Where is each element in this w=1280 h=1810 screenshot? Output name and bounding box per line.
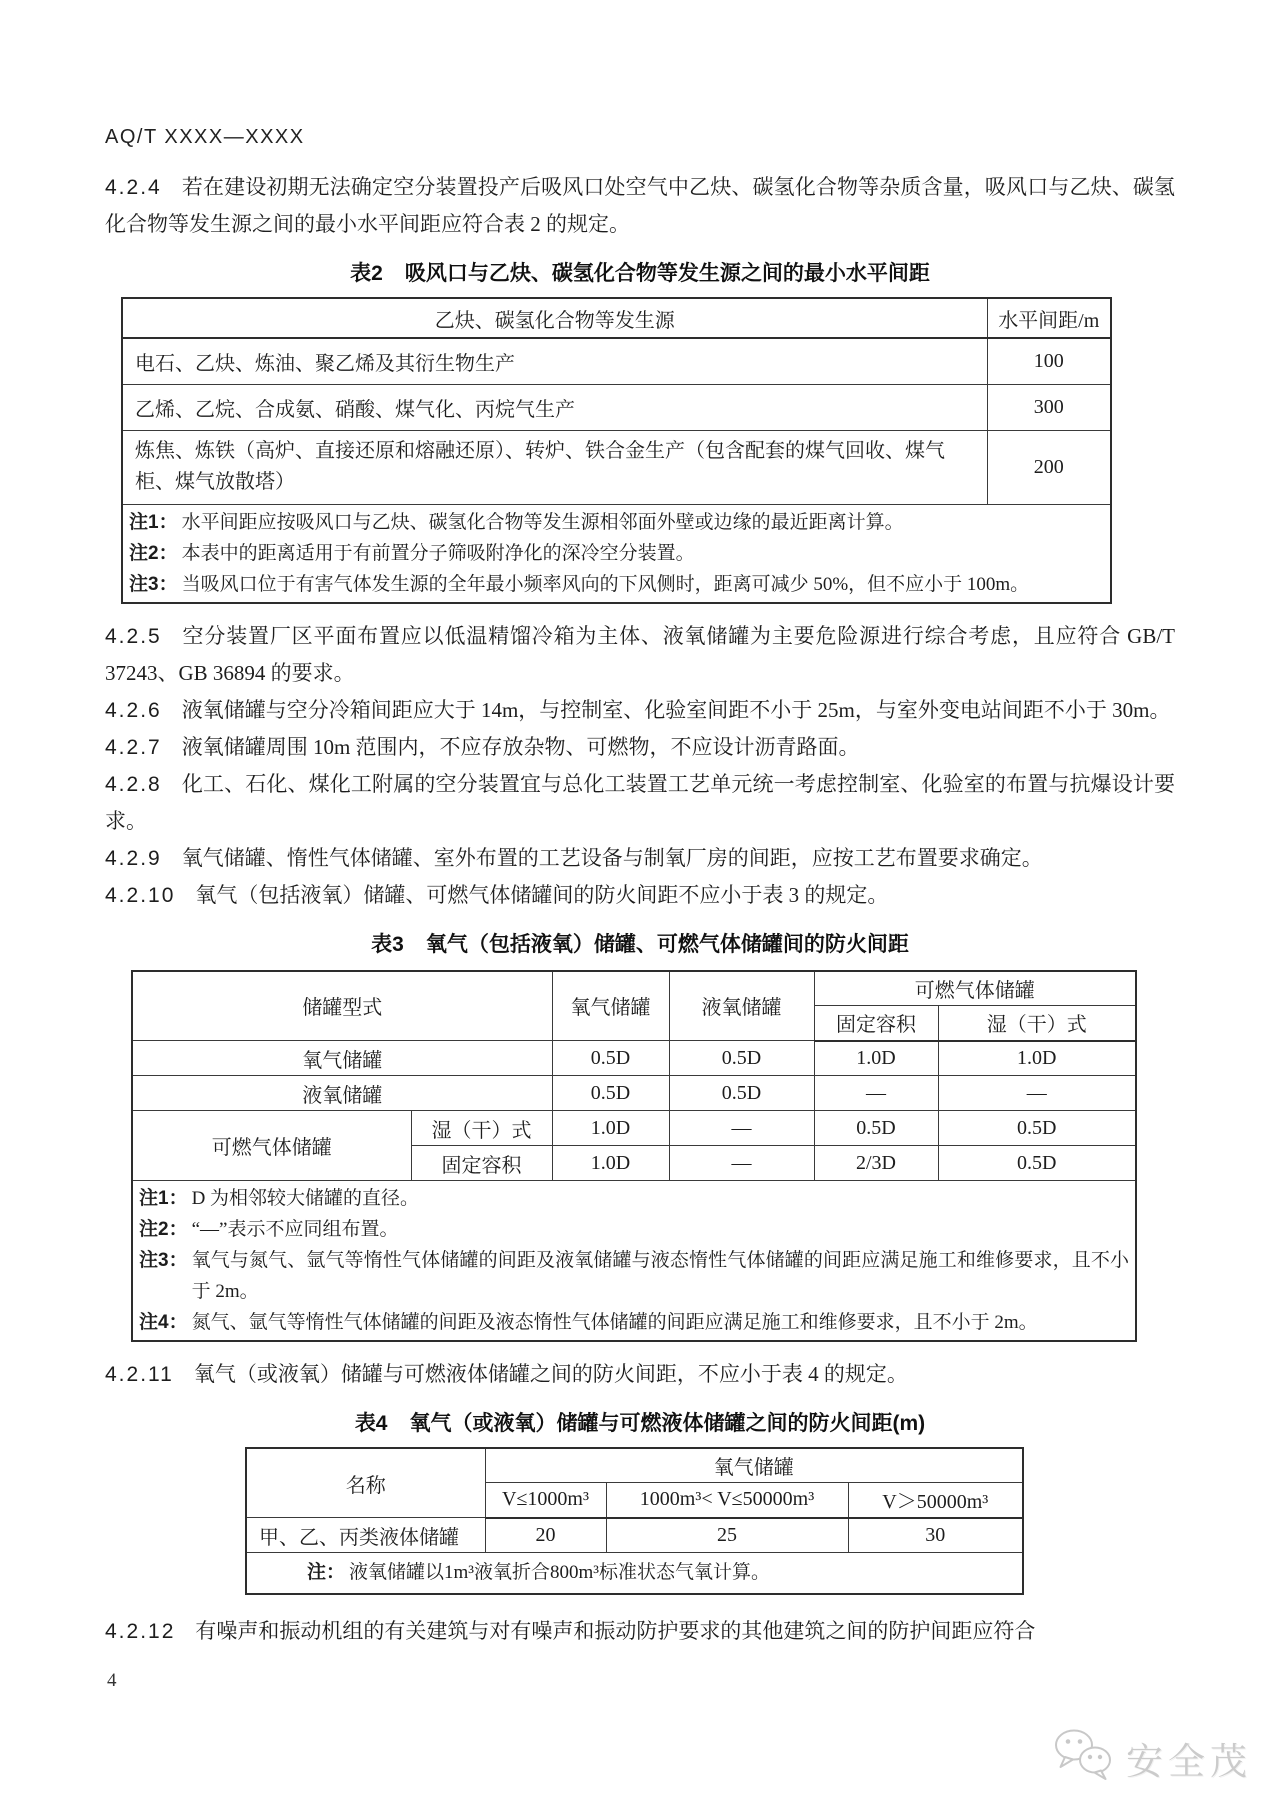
note-text: 本表中的距离适用于有前置分子筛吸附净化的深冷空分装置。: [181, 542, 695, 564]
table2-notes: [122, 504, 1111, 603]
clause-number: 4.2.10: [105, 883, 176, 907]
clause-text: 液氧储罐与空分冷箱间距应大于 14m，与控制室、化验室间距不小于 25m，与室外变电站间距不小于 30m。: [181, 697, 1171, 722]
table2-caption: 吸风口与乙炔、碳氢化合物等发生源之间的最小水平间距: [404, 262, 930, 285]
table-row: [246, 1518, 1023, 1553]
row-label: 液氧储罐: [132, 1076, 552, 1111]
table-note: [129, 538, 1104, 569]
table4-header-v2: 1000m³< V≤50000m³: [606, 1483, 848, 1518]
clause-text: 氧气（或液氧）储罐与可燃液体储罐之间的防火间距，不应小于表 4 的规定。: [193, 1362, 908, 1386]
row-label: 氧气储罐: [132, 1041, 552, 1076]
table3-number: 表3: [371, 932, 404, 956]
note-text: 水平间距应按吸风口与乙炔、碳氢化合物等发生源相邻面外壁或边缘的最近距离计算。: [181, 511, 904, 533]
table4-header-v3: V＞50000m³: [848, 1483, 1023, 1518]
value-cell: 0.5D: [814, 1111, 938, 1146]
page-number: 4: [107, 1670, 117, 1691]
row-sub-label: 湿（干）式: [411, 1111, 552, 1146]
table-note: [129, 569, 1104, 600]
distance-cell: 200: [987, 430, 1111, 504]
value-cell: 25: [606, 1518, 848, 1553]
distance-cell: 300: [987, 384, 1111, 430]
clause-4-2-6: [105, 692, 1175, 729]
note-label: 注2：: [139, 1219, 188, 1240]
clause-4-2-8: [105, 766, 1175, 840]
source-cell: 炼焦、炼铁（高炉、直接还原和熔融还原）、转炉、铁合金生产（包含配套的煤气回收、煤气柜、煤气放散塔）: [122, 430, 987, 504]
value-cell: 0.5D: [669, 1076, 814, 1111]
table3-caption: 氧气（包括液氧）储罐、可燃气体储罐间的防火间距: [425, 932, 909, 956]
clause-number: 4.2.6: [105, 698, 162, 722]
clause-4-2-9: [105, 840, 1175, 877]
table3-header-fixed-volume: 固定容积: [814, 1006, 938, 1041]
table4-header-row-1: [246, 1448, 1023, 1483]
value-cell: 20: [485, 1518, 606, 1553]
table-row: [122, 338, 1111, 384]
wechat-logo-icon: [1050, 1726, 1116, 1789]
table3-title: [105, 928, 1175, 958]
table-note: [139, 1307, 1129, 1338]
clause-text: 有噪声和振动机组的有关建筑与对有噪声和振动防护要求的其他建筑之间的防护间距应符合: [195, 1619, 1036, 1643]
table2: [121, 297, 1112, 604]
note-label: 注3：: [139, 1250, 188, 1271]
table3-header-row-1: [132, 971, 1136, 1006]
table2-title: [105, 257, 1175, 287]
value-cell: 0.5D: [552, 1076, 669, 1111]
watermark-text: 安全茂: [1126, 1740, 1252, 1782]
clause-text: 氧气储罐、惰性气体储罐、室外布置的工艺设备与制氧厂房的间距，应按工艺布置要求确定。: [181, 845, 1043, 870]
value-cell: 0.5D: [552, 1041, 669, 1076]
table3: [131, 970, 1137, 1343]
note-text: D 为相邻较大储罐的直径。: [191, 1188, 420, 1209]
note-text: 氧气与氮气、氩气等惰性气体储罐的间距及液氧储罐与液态惰性气体储罐的间距应满足施工和维修要求，且不小于 2m。: [191, 1250, 1129, 1302]
source-cell: 乙烯、乙烷、合成氨、硝酸、煤气化、丙烷气生产: [122, 384, 987, 430]
clause-text: 氧气（包括液氧）储罐、可燃气体储罐间的防火间距不应小于表 3 的规定。: [195, 882, 889, 907]
table-note: [307, 1557, 1016, 1588]
note-label: 注3：: [129, 573, 178, 595]
source-cell: 电石、乙炔、炼油、聚乙烯及其衍生物生产: [122, 338, 987, 384]
note-label: 注1：: [129, 511, 178, 533]
table4-header-v1: V≤1000m³: [485, 1483, 606, 1518]
table4-header-name: 名称: [246, 1448, 485, 1518]
clause-number: 4.2.5: [105, 624, 162, 648]
note-text: 当吸风口位于有害气体发生源的全年最小频率风向的下风侧时，距离可减少 50%，但不应小于 100m。: [181, 573, 1030, 595]
table3-header-tank-type: 储罐型式: [132, 971, 552, 1041]
value-cell: —: [938, 1076, 1136, 1111]
table4-note: [246, 1553, 1023, 1595]
value-cell: 2/3D: [814, 1146, 938, 1181]
table-row: [122, 430, 1111, 504]
value-cell: 0.5D: [938, 1111, 1136, 1146]
watermark: [1050, 1726, 1252, 1789]
table3-header-oxygen: 氧气储罐: [552, 971, 669, 1041]
clause-text: 液氧储罐周围 10m 范围内，不应存放杂物、可燃物，不应设计沥青路面。: [181, 734, 860, 759]
clause-4-2-12: [105, 1613, 1175, 1650]
table2-header-source: 乙炔、碳氢化合物等发生源: [122, 298, 987, 338]
table-row: [132, 1111, 1136, 1146]
table3-notes: [132, 1181, 1136, 1342]
doc-number: AQ/T XXXX—XXXX: [105, 126, 305, 148]
note-label: 注1：: [139, 1188, 188, 1209]
distance-cell: 100: [987, 338, 1111, 384]
table-note: [139, 1245, 1129, 1307]
value-cell: 0.5D: [669, 1041, 814, 1076]
clause-number: 4.2.12: [105, 1620, 176, 1643]
table4-title: [105, 1407, 1175, 1437]
clause-number: 4.2.8: [105, 772, 162, 796]
clause-number: 4.2.9: [105, 846, 162, 870]
clause-4-2-5: [105, 618, 1175, 692]
row-sub-label: 固定容积: [411, 1146, 552, 1181]
table-row: [132, 1041, 1136, 1076]
table3-header-liquid-oxygen: 液氧储罐: [669, 971, 814, 1041]
note-label: 注：: [307, 1562, 346, 1583]
table4-number: 表4: [354, 1412, 388, 1435]
table-note: [139, 1183, 1129, 1214]
value-cell: 1.0D: [814, 1041, 938, 1076]
row-label: 甲、乙、丙类液体储罐: [246, 1518, 485, 1553]
clause-text: 空分装置厂区平面布置应以低温精馏冷箱为主体、液氧储罐为主要危险源进行综合考虑，且应符合 GB/T 37243、GB 36894 的要求。: [105, 623, 1175, 685]
clause-number: 4.2.7: [105, 735, 162, 759]
table4-caption: 氧气（或液氧）储罐与可燃液体储罐之间的防火间距(m): [409, 1412, 926, 1435]
table2-header-distance: 水平间距/m: [987, 298, 1111, 338]
table2-notes-row: [122, 504, 1111, 603]
note-text: “—”表示不应同组布置。: [191, 1219, 399, 1240]
value-cell: —: [669, 1146, 814, 1181]
clause-4-2-4: [105, 169, 1175, 243]
table3-header-flammable: 可燃气体储罐: [814, 971, 1136, 1006]
clause-4-2-7: [105, 729, 1175, 766]
row-group-label: 可燃气体储罐: [132, 1111, 411, 1181]
table2-number: 表2: [350, 262, 383, 285]
value-cell: 0.5D: [938, 1146, 1136, 1181]
table4: [245, 1447, 1024, 1595]
table3-header-wet-dry: 湿（干）式: [938, 1006, 1136, 1041]
value-cell: 30: [848, 1518, 1023, 1553]
table-row: [132, 1076, 1136, 1111]
clause-number: 4.2.11: [105, 1363, 174, 1386]
clause-4-2-10: [105, 877, 1175, 914]
value-cell: 1.0D: [938, 1041, 1136, 1076]
note-label: 注4：: [139, 1312, 188, 1333]
note-label: 注2：: [129, 542, 178, 564]
clause-text: 若在建设初期无法确定空分装置投产后吸风口处空气中乙炔、碳氢化合物等杂质含量，吸风口与乙炔、碳氢化合物等发生源之间的最小水平间距应符合表 2 的规定。: [105, 175, 1175, 236]
note-text: 氮气、氩气等惰性气体储罐的间距及液态惰性气体储罐的间距应满足施工和维修要求，且不小于 2m。: [191, 1312, 1038, 1333]
table3-notes-row: [132, 1181, 1136, 1342]
table4-header-oxygen-tank: 氧气储罐: [485, 1448, 1023, 1483]
table-row: [122, 384, 1111, 430]
value-cell: —: [814, 1076, 938, 1111]
table-note: [129, 507, 1104, 538]
table4-notes-row: [246, 1553, 1023, 1595]
table2-header-row: [122, 298, 1111, 338]
clause-4-2-11: [105, 1356, 1175, 1393]
table-note: [139, 1214, 1129, 1245]
value-cell: —: [669, 1111, 814, 1146]
clause-number: 4.2.4: [105, 176, 162, 199]
note-text: 液氧储罐以1m³液氧折合800m³标准状态气氧计算。: [349, 1562, 770, 1583]
value-cell: 1.0D: [552, 1146, 669, 1181]
clause-text: 化工、石化、煤化工附属的空分装置宜与总化工装置工艺单元统一考虑控制室、化验室的布置与抗爆设计要求。: [105, 771, 1175, 833]
value-cell: 1.0D: [552, 1111, 669, 1146]
